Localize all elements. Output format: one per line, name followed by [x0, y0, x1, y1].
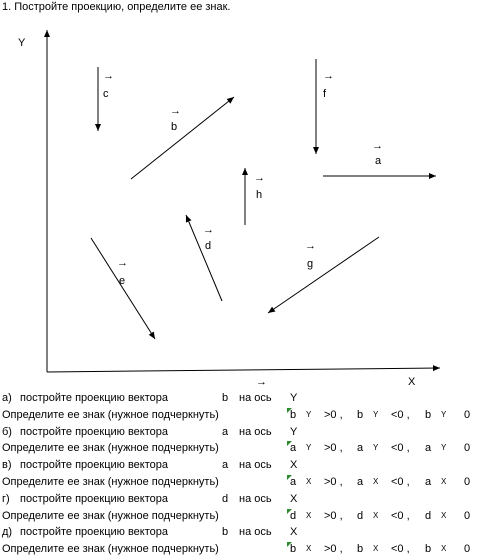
sign-vector: d	[425, 509, 432, 522]
sign-text: Определите ее знак (нужное подчеркнуть)	[2, 442, 219, 455]
sign-vector: a	[425, 475, 432, 488]
sign-axis-sub: X	[373, 476, 379, 486]
vector-f-arrow: →	[323, 70, 334, 82]
vector-a-arrow: →	[372, 140, 383, 152]
vector-a-label: a	[375, 155, 382, 167]
question-axis: Y	[290, 425, 298, 438]
question-label: д)	[2, 526, 13, 539]
sign-vector: a	[290, 475, 297, 488]
sign-axis-sub: X	[441, 544, 447, 554]
question-axis: X	[290, 526, 298, 539]
vector-e-arrow: →	[117, 257, 128, 269]
vector-d-label: d	[205, 240, 212, 252]
sign-text: Определите ее знак (нужное подчеркнуть)	[2, 509, 219, 522]
question-c-sign	[0, 474, 486, 491]
sign-option-negative[interactable]: <0 ,	[391, 543, 410, 556]
sign-vector: b	[425, 408, 432, 421]
vector-h-arrow: →	[254, 172, 265, 184]
sign-axis-sub: Y	[441, 409, 447, 419]
question-text: постройте проекцию вектора	[20, 459, 168, 472]
sign-vector: a	[290, 442, 297, 455]
question-label: а)	[2, 392, 12, 404]
sign-axis-sub: Y	[306, 409, 312, 419]
sign-axis-sub: X	[441, 476, 447, 486]
sign-vector: b	[290, 408, 297, 421]
sign-option-negative[interactable]: <0 ,	[391, 408, 410, 421]
vector-g-label: g	[307, 258, 314, 270]
sign-axis-sub: X	[306, 476, 312, 486]
vector-d-arrow: →	[203, 224, 214, 236]
sign-vector: b	[290, 543, 297, 556]
sign-axis-sub: X	[373, 510, 379, 520]
sign-vector: b	[357, 408, 364, 421]
sign-option-zero[interactable]: 0	[464, 442, 471, 455]
question-text: постройте проекцию вектора	[20, 392, 168, 404]
sign-axis-sub: Y	[373, 409, 379, 419]
sign-vector: d	[357, 509, 364, 522]
axis-arrow-mark: →	[256, 376, 267, 388]
sign-axis-sub: Y	[306, 443, 312, 453]
question-b-sign	[0, 440, 486, 457]
sign-option-positive[interactable]: >0 ,	[324, 408, 343, 421]
vector-e-label: e	[119, 275, 126, 287]
question-vector: a	[222, 425, 229, 438]
sign-option-negative[interactable]: <0 ,	[391, 475, 410, 488]
sign-vector: a	[357, 475, 364, 488]
question-vector: a	[222, 459, 229, 472]
sign-option-zero[interactable]: 0	[464, 475, 471, 488]
x-axis	[47, 368, 440, 372]
question-vector: b	[222, 526, 229, 539]
question-label: б)	[2, 425, 12, 438]
question-axis-text: на ось	[239, 459, 272, 472]
vector-f-label: f	[323, 88, 327, 100]
questions-list	[0, 390, 486, 558]
sign-option-zero[interactable]: 0	[464, 543, 471, 556]
sign-axis-sub: X	[306, 544, 312, 554]
sign-option-positive[interactable]: >0 ,	[324, 475, 343, 488]
question-a-sign	[0, 407, 486, 424]
sign-option-positive[interactable]: >0 ,	[324, 543, 343, 556]
sign-vector: a	[357, 442, 364, 455]
sign-text: Определите ее знак (нужное подчеркнуть)	[2, 475, 219, 488]
vector-b-arrow: →	[170, 105, 181, 117]
question-text: постройте проекцию вектора	[20, 526, 168, 539]
question-vector: b	[222, 392, 229, 404]
vector-b	[131, 97, 234, 179]
question-axis: X	[290, 492, 298, 505]
question-axis-text: на ось	[239, 492, 272, 505]
sign-option-positive[interactable]: >0 ,	[324, 509, 343, 522]
sign-axis-sub: X	[373, 544, 379, 554]
sign-vector: a	[425, 442, 432, 455]
vector-c-label: c	[103, 88, 109, 100]
sign-vector: d	[290, 509, 297, 522]
question-label: в)	[2, 459, 12, 472]
sign-option-negative[interactable]: <0 ,	[391, 442, 410, 455]
question-c-task	[0, 457, 486, 474]
sign-axis-sub: X	[441, 510, 447, 520]
sign-option-zero[interactable]: 0	[464, 408, 471, 421]
sign-axis-sub: Y	[373, 443, 379, 453]
y-axis-label: Y	[18, 37, 26, 49]
vector-h-label: h	[256, 189, 263, 201]
question-axis: X	[290, 459, 298, 472]
sign-text: Определите ее знак (нужное подчеркнуть)	[2, 543, 219, 556]
page-title: 1. Постройте проекцию, определите ее знак.	[2, 1, 231, 13]
sign-option-zero[interactable]: 0	[464, 509, 471, 522]
vector-g	[268, 237, 379, 313]
vector-c-arrow: →	[103, 70, 114, 82]
question-axis: Y	[290, 392, 298, 404]
question-d-task	[0, 491, 486, 508]
sign-text: Определите ее знак (нужное подчеркнуть)	[2, 408, 219, 421]
vector-b-label: b	[171, 121, 178, 133]
question-a-task	[0, 390, 486, 407]
sign-vector: b	[357, 543, 364, 556]
question-axis-text: на ось	[239, 392, 272, 404]
question-b-task	[0, 424, 486, 441]
question-label: г)	[2, 492, 10, 505]
question-e-task	[0, 524, 486, 541]
question-text: постройте проекцию вектора	[20, 425, 168, 438]
sign-axis-sub: X	[306, 510, 312, 520]
question-e-sign	[0, 541, 486, 558]
sign-option-positive[interactable]: >0 ,	[324, 442, 343, 455]
sign-vector: b	[425, 543, 432, 556]
vector-e	[91, 238, 155, 339]
vector-g-arrow: →	[305, 240, 316, 252]
question-vector: d	[222, 492, 229, 505]
question-axis-text: на ось	[239, 425, 272, 438]
sign-option-negative[interactable]: <0 ,	[391, 509, 410, 522]
sign-axis-sub: Y	[441, 443, 447, 453]
x-axis-label: X	[408, 376, 416, 388]
question-text: постройте проекцию вектора	[20, 492, 168, 505]
question-axis-text: на ось	[239, 526, 272, 539]
question-d-sign	[0, 508, 486, 525]
